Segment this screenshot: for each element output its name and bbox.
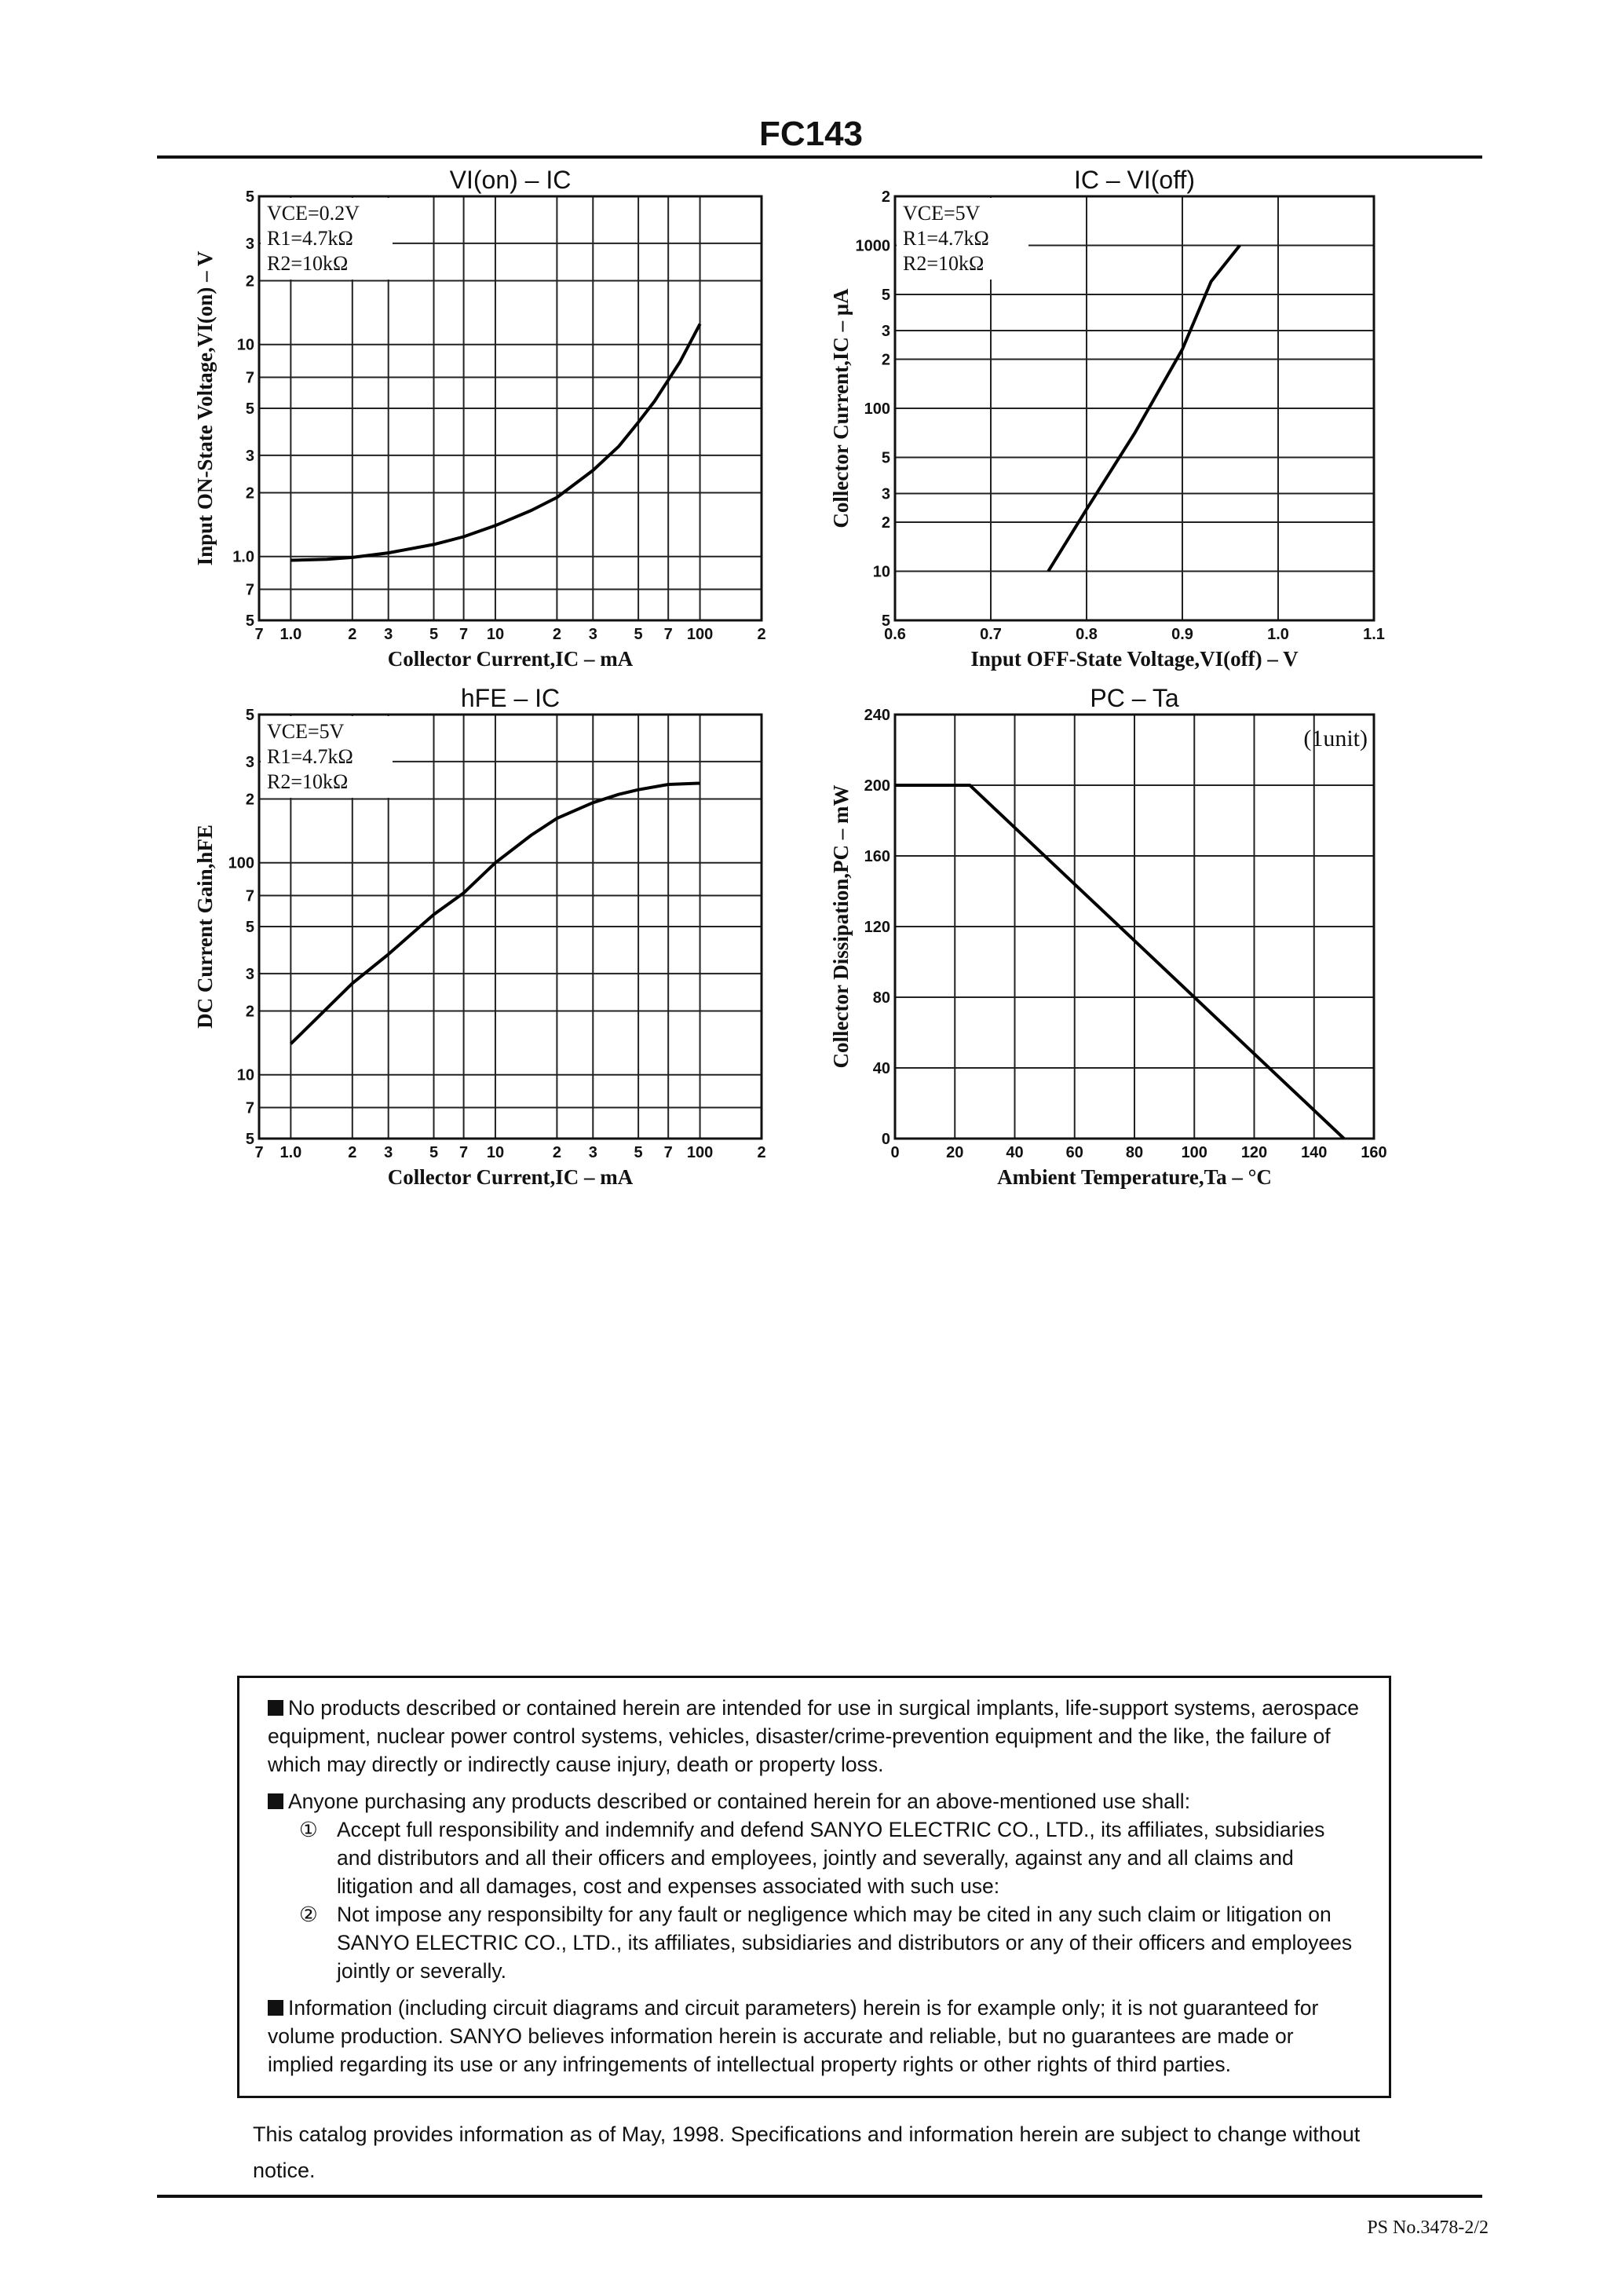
notice-paragraph-3 — [268, 1994, 1361, 2078]
notice-paragraph-1 — [268, 1694, 1361, 1779]
chart-note: (1unit) — [1303, 726, 1368, 751]
x-tick-label: 100 — [1181, 1144, 1207, 1161]
x-tick-label: 3 — [384, 626, 393, 643]
page-reference: PS No.3478-2/2 — [1367, 2217, 1489, 2238]
series-line — [895, 785, 1344, 1139]
grid — [895, 715, 1374, 1139]
square-bullet-icon — [268, 1793, 283, 1809]
y-tick-label: 5 — [881, 286, 890, 304]
notice-paragraph-2 — [268, 1787, 1361, 1815]
y-tick-label: 2 — [245, 484, 254, 503]
x-tick-label: 5 — [634, 1144, 643, 1161]
x-tick-label: 1.1 — [1363, 626, 1385, 643]
notice-text-1: No products described or contained herein are intended for use in surgical implants, life-support systems, aerospace equipment, nuclear power control systems, vehicles, disaster/crime-prevention equipment and the like, the failure of which may directly or indirectly cause injury, death or property loss. — [268, 1696, 1359, 1776]
x-axis-label: Input OFF-State Voltage,VI(off) – V — [970, 647, 1299, 671]
y-tick-label: 40 — [872, 1060, 890, 1077]
y-tick-label: 3 — [245, 753, 254, 771]
y-tick-label: 1.0 — [232, 548, 254, 566]
y-tick-label: 2 — [881, 351, 890, 369]
condition-label: R2=10kΩ — [267, 770, 349, 793]
y-tick-label: 5 — [245, 919, 254, 936]
x-tick-label: 3 — [384, 1144, 393, 1161]
y-tick-label: 7 — [245, 369, 254, 387]
y-tick-label: 5 — [245, 707, 254, 724]
x-tick-label: 7 — [663, 626, 673, 643]
notice-item-text-2: Not impose any responsibilty for any fault or negligence which may be cited in any such claim or litigation on SANYO ELECTRIC CO., LTD., its affiliates, subsidiaries and distributors or any of their officers and employees jointly or severally. — [337, 1903, 1353, 1983]
y-tick-label: 5 — [245, 1131, 254, 1148]
square-bullet-icon — [268, 2000, 283, 2016]
x-tick-label: 120 — [1240, 1144, 1268, 1161]
footer-rule — [157, 2195, 1482, 2198]
x-tick-label: 1.0 — [279, 1144, 302, 1161]
condition-label: VCE=5V — [903, 202, 981, 225]
notice-text-2: Anyone purchasing any products described or contained herein for an above-mentioned use shall: — [288, 1790, 1191, 1813]
x-tick-label: 3 — [588, 626, 597, 643]
notice-text-3: Information (including circuit diagrams and circuit parameters) herein is for example only; it is not guaranteed for volume production. SANYO believes information herein is accurate and reliable, but no guarantees are made or implied regarding its use or any infringements of intellectual property rights or other rights of third parties. — [268, 1996, 1319, 2076]
condition-label: R2=10kΩ — [267, 252, 349, 275]
y-tick-label: 0 — [881, 1131, 890, 1148]
y-tick-label: 5 — [881, 449, 890, 467]
y-tick-label: 3 — [245, 235, 254, 253]
x-tick-label: 140 — [1301, 1144, 1328, 1161]
chart-title: VI(on) – IC — [449, 166, 572, 194]
x-tick-label: 2 — [552, 1144, 561, 1161]
x-tick-label: 40 — [1006, 1144, 1024, 1161]
y-tick-label: 7 — [245, 887, 254, 905]
y-tick-label: 100 — [228, 854, 254, 872]
y-tick-label: 5 — [245, 612, 254, 630]
chart-ic-vioff — [809, 157, 1460, 675]
y-tick-label: 80 — [872, 989, 890, 1007]
catalog-note: This catalog provides information as of May, 1998. Specifications and information herein are subject to change without notice. — [253, 2122, 1361, 2182]
x-tick-label: 60 — [1065, 1144, 1083, 1161]
x-tick-label: 2 — [757, 1144, 766, 1161]
x-tick-label: 160 — [1361, 1144, 1387, 1161]
x-tick-label: 1.0 — [279, 626, 302, 643]
condition-label: VCE=5V — [267, 720, 345, 743]
x-tick-label: 0.6 — [884, 626, 906, 643]
y-axis-label: Collector Dissipation,PC – mW — [829, 784, 853, 1069]
x-tick-label: 10 — [486, 626, 505, 643]
y-tick-label: 7 — [245, 581, 254, 599]
x-tick-label: 7 — [459, 626, 469, 643]
square-bullet-icon — [268, 1700, 283, 1716]
x-tick-label: 0.9 — [1171, 626, 1193, 643]
x-axis-label: Collector Current,IC – mA — [387, 647, 634, 671]
y-tick-label: 7 — [245, 1099, 254, 1117]
condition-label: R1=4.7kΩ — [267, 745, 353, 768]
x-tick-label: 2 — [348, 1144, 357, 1161]
x-tick-label: 2 — [757, 626, 766, 643]
y-tick-label: 1000 — [855, 237, 890, 255]
chart-title: PC – Ta — [1090, 684, 1179, 712]
x-tick-label: 2 — [552, 626, 561, 643]
condition-label: R1=4.7kΩ — [903, 227, 989, 250]
x-tick-label: 100 — [686, 626, 714, 643]
y-tick-label: 10 — [872, 563, 890, 581]
chart-title: IC – VI(off) — [1073, 166, 1196, 194]
y-axis-label: DC Current Gain,hFE — [193, 824, 217, 1029]
x-tick-label: 7 — [459, 1144, 469, 1161]
y-tick-label: 2 — [881, 514, 890, 532]
y-axis-label: Collector Current,IC – μA — [829, 288, 853, 528]
chart-hfe-ic — [157, 675, 801, 1194]
part-number-title: FC143 — [758, 115, 864, 153]
x-tick-label: 5 — [429, 626, 439, 643]
y-tick-label: 3 — [245, 447, 254, 465]
y-tick-label: 3 — [881, 485, 890, 503]
x-tick-label: 10 — [486, 1144, 505, 1161]
x-tick-label: 7 — [663, 1144, 673, 1161]
item-number-1: ① — [299, 1818, 318, 1841]
y-tick-label: 200 — [864, 777, 890, 795]
chart-pc-ta — [809, 675, 1460, 1194]
y-tick-label: 10 — [236, 1066, 254, 1084]
condition-label: R1=4.7kΩ — [267, 227, 353, 250]
x-tick-label: 0.7 — [980, 626, 1002, 643]
y-tick-label: 5 — [245, 188, 254, 206]
notice-item-text-1: Accept full responsibility and indemnify and defend SANYO ELECTRIC CO., LTD., its affiliates, subsidiaries and distributors and all their officers and employees, jointly and severally, against any and all claims and litigation and all damages, cost and expenses associated with such use: — [337, 1818, 1325, 1898]
y-tick-label: 100 — [864, 400, 890, 418]
x-tick-label: 7 — [254, 626, 264, 643]
chart-title: hFE – IC — [460, 684, 561, 712]
x-tick-label: 2 — [348, 626, 357, 643]
notice-item-1 — [268, 1815, 1361, 1900]
y-tick-label: 240 — [864, 707, 890, 724]
y-tick-label: 5 — [245, 400, 254, 418]
x-tick-label: 80 — [1125, 1144, 1144, 1161]
y-tick-label: 2 — [245, 791, 254, 809]
condition-label: R2=10kΩ — [903, 252, 985, 275]
x-tick-label: 3 — [588, 1144, 597, 1161]
x-tick-label: 5 — [429, 1144, 439, 1161]
chart-vion-ic — [157, 157, 801, 675]
x-tick-label: 7 — [254, 1144, 264, 1161]
x-tick-label: 0.8 — [1076, 626, 1098, 643]
x-tick-label: 20 — [946, 1144, 964, 1161]
legal-notice-box — [237, 1676, 1391, 2098]
y-tick-label: 3 — [245, 965, 254, 983]
x-tick-label: 1.0 — [1267, 626, 1289, 643]
x-tick-label: 0 — [890, 1144, 900, 1161]
y-tick-label: 160 — [864, 848, 890, 865]
y-tick-label: 120 — [864, 919, 890, 936]
x-axis-label: Collector Current,IC – mA — [387, 1165, 634, 1189]
y-axis-label: Input ON-State Voltage,VI(on) – V — [193, 250, 217, 566]
y-tick-label: 3 — [881, 322, 890, 340]
notice-item-2 — [268, 1900, 1361, 1985]
x-tick-label: 5 — [634, 626, 643, 643]
y-tick-label: 10 — [236, 336, 254, 354]
x-tick-label: 100 — [686, 1144, 714, 1161]
y-tick-label: 2 — [881, 188, 890, 206]
y-tick-label: 2 — [245, 1003, 254, 1021]
y-tick-label: 5 — [881, 612, 890, 630]
item-number-2: ② — [299, 1903, 318, 1926]
x-axis-label: Ambient Temperature,Ta – °C — [997, 1165, 1272, 1189]
condition-label: VCE=0.2V — [267, 202, 360, 225]
y-tick-label: 2 — [245, 272, 254, 291]
